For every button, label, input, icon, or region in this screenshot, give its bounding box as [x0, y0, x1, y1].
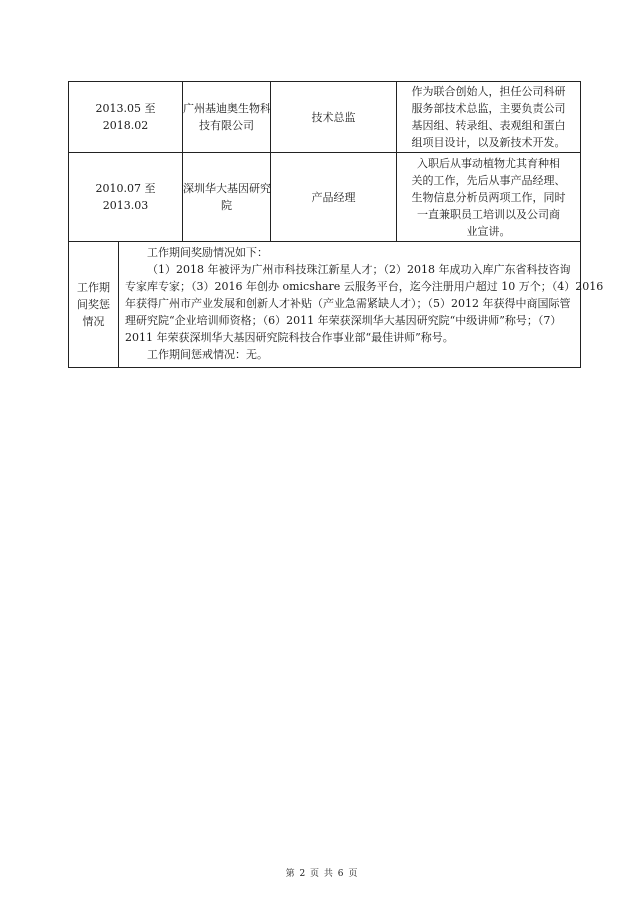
- work-period-cell: [69, 153, 183, 242]
- duties-line: 作为联合创始人，担任公司科研: [411, 85, 566, 98]
- rewards-heading: 工作期间奖励情况如下：: [147, 246, 268, 259]
- rewards-line: 年获得广州市产业发展和创新人才补贴（产业急需紧缺人才）；（5）2012 年获得中商国际管: [125, 297, 571, 310]
- position-text: 技术总监: [311, 110, 356, 124]
- employer-line: 技有限公司: [199, 119, 255, 132]
- duties-line: 关的工作，先后从事产品经理、: [411, 173, 566, 187]
- employer-cell: [183, 153, 271, 242]
- rewards-line: （1）2018 年被评为广州市科技珠江新星人才；（2）2018 年成功入库广东省科技咨询: [147, 263, 571, 276]
- duties-line: 一直兼职员工培训以及公司商: [417, 207, 561, 221]
- duties-line: 入职后从事动植物尤其育种相: [417, 156, 561, 170]
- duties-line: 服务部技术总监，主要负责公司: [411, 102, 566, 115]
- work-period-cell: [69, 82, 183, 153]
- employer-line: 深圳华大基因研究: [183, 182, 272, 195]
- rewards-label-line: 情况: [82, 315, 105, 328]
- work-experience-table: [68, 81, 604, 368]
- rewards-label-cell: [69, 242, 119, 368]
- duties-line: 基因组、转录组、表观组和蛋白: [411, 119, 566, 132]
- work-period-line: 2013.03: [102, 199, 149, 212]
- employer-line: 院: [221, 199, 233, 212]
- employer-line: 广州基迪奥生物科: [183, 102, 272, 115]
- rewards-content-cell: [119, 242, 604, 368]
- work-row: [69, 153, 581, 242]
- work-period-line: 2018.02: [102, 119, 149, 132]
- position-cell: [271, 82, 397, 153]
- rewards-line: 专家库专家；（3）2016 年创办 omicshare 云服务平台，迄今注册用户超过 10 万个；（4）2016: [125, 280, 604, 293]
- duties-line: 组项目设计，以及新技术开发。: [411, 136, 566, 149]
- rewards-line: 理研究院“企业培训师资格；（6）2011 年荣获深圳华大基因研究院“中级讲师”称号；（7）: [125, 314, 562, 327]
- duties-cell: [397, 82, 581, 153]
- rewards-label-line: 工作期: [77, 281, 110, 294]
- rewards-row: [69, 242, 581, 368]
- duties-cell: [397, 153, 581, 242]
- position-cell: [271, 153, 397, 242]
- penalties-line: 工作期间惩戒情况：无。: [147, 348, 268, 361]
- position-text: 产品经理: [311, 190, 356, 204]
- rewards-line: 2011 年荣获深圳华大基因研究院科技合作事业部“最佳讲师”称号。: [125, 331, 454, 344]
- duties-line: 业宣讲。: [466, 224, 511, 238]
- employer-cell: [183, 82, 271, 153]
- work-period-line: 2010.07 至: [95, 182, 156, 195]
- work-period-line: 2013.05 至: [95, 102, 156, 115]
- rewards-label-line: 间奖惩: [77, 298, 110, 311]
- work-row: [69, 82, 581, 153]
- duties-line: 生物信息分析员两项工作，同时: [411, 190, 566, 204]
- page-number: 第 2 页 共 6 页: [285, 869, 359, 879]
